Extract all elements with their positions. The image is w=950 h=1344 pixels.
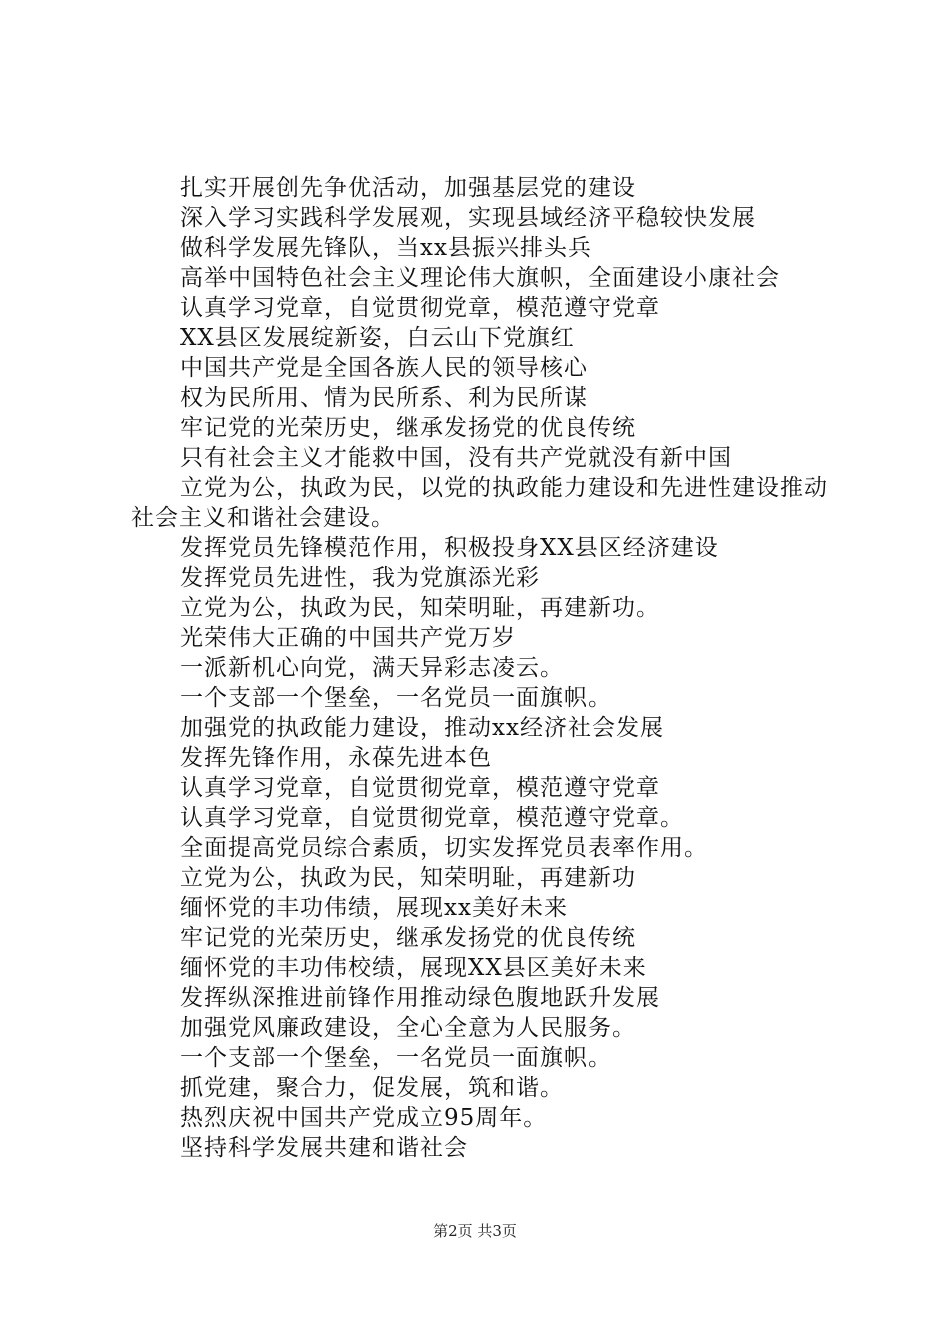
page-number-footer: 第2页 共3页 xyxy=(433,1222,517,1240)
slogan-line: 牢记党的光荣历史，继承发扬党的优良传统 xyxy=(180,415,636,441)
slogan-line: 立党为公，执政为民，知荣明耻，再建新功。 xyxy=(180,595,660,621)
slogan-line: 坚持科学发展共建和谐社会 xyxy=(180,1135,468,1161)
slogan-line: 光荣伟大正确的中国共产党万岁 xyxy=(180,625,516,651)
slogan-paragraph: 立党为公，执政为民，以党的执政能力建设和先进性建设推动社会主义和谐社会建设。 xyxy=(131,475,828,531)
slogan-line: 做科学发展先锋队，当xx县振兴排头兵 xyxy=(180,235,592,261)
slogan-line: 认真学习党章，自觉贯彻党章，模范遵守党章。 xyxy=(180,805,684,831)
slogan-line: 认真学习党章，自觉贯彻党章，模范遵守党章 xyxy=(180,775,660,801)
slogan-line: 认真学习党章，自觉贯彻党章，模范遵守党章 xyxy=(180,295,660,321)
slogan-line: 中国共产党是全国各族人民的领导核心 xyxy=(180,355,588,381)
slogan-line: 牢记党的光荣历史，继承发扬党的优良传统 xyxy=(180,925,636,951)
slogan-line: 权为民所用、情为民所系、利为民所谋 xyxy=(180,385,588,411)
slogan-line: 深入学习实践科学发展观，实现县域经济平稳较快发展 xyxy=(180,205,756,231)
slogan-line: 高举中国特色社会主义理论伟大旗帜，全面建设小康社会 xyxy=(180,265,780,291)
slogan-line: 缅怀党的丰功伟校绩，展现XX县区美好未来 xyxy=(180,955,647,981)
slogan-line: 缅怀党的丰功伟绩，展现xx美好未来 xyxy=(180,895,568,921)
slogan-line: 发挥先锋作用，永葆先进本色 xyxy=(180,745,492,771)
slogan-line: 发挥党员先锋模范作用，积极投身XX县区经济建设 xyxy=(180,535,719,561)
slogan-line: 加强党风廉政建设，全心全意为人民服务。 xyxy=(180,1015,636,1041)
slogan-line: 发挥党员先进性，我为党旗添光彩 xyxy=(180,565,540,591)
slogan-line: 一个支部一个堡垒，一名党员一面旗帜。 xyxy=(180,1045,612,1071)
slogan-line: 抓党建，聚合力，促发展，筑和谐。 xyxy=(180,1075,564,1101)
document-body xyxy=(131,173,851,1163)
slogan-line: 一个支部一个堡垒，一名党员一面旗帜。 xyxy=(180,685,612,711)
slogan-line: 全面提高党员综合素质，切实发挥党员表率作用。 xyxy=(180,835,708,861)
slogan-line: 立党为公，执政为民，知荣明耻，再建新功 xyxy=(180,865,636,891)
slogan-line: 发挥纵深推进前锋作用推动绿色腹地跃升发展 xyxy=(180,985,660,1011)
slogan-line: 只有社会主义才能救中国，没有共产党就没有新中国 xyxy=(180,445,732,471)
slogan-line: 加强党的执政能力建设，推动xx经济社会发展 xyxy=(180,715,664,741)
slogan-line: 一派新机心向党，满天异彩志凌云。 xyxy=(180,655,564,681)
slogan-line: XX县区发展绽新姿，白云山下党旗红 xyxy=(180,325,575,351)
slogan-line: 扎实开展创先争优活动，加强基层党的建设 xyxy=(180,175,636,201)
slogan-line: 热烈庆祝中国共产党成立95周年。 xyxy=(180,1105,548,1131)
